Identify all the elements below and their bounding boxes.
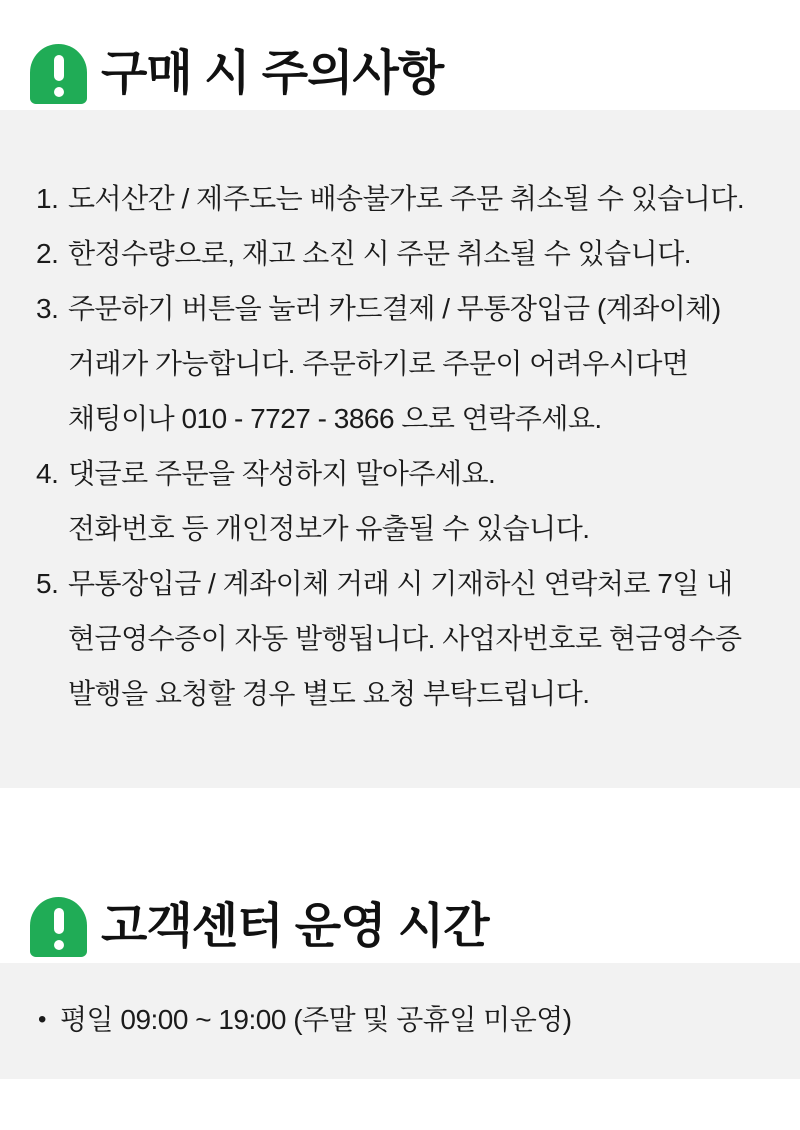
hours-item	[38, 992, 770, 1047]
bullet-dot-icon: •	[38, 1006, 46, 1033]
notice-item-2	[36, 226, 770, 281]
customer-center-title: 고객센터 운영 시간	[101, 900, 489, 953]
purchase-notice-panel	[0, 110, 800, 788]
exclamation-dot	[54, 940, 64, 950]
notice-item-text: 한정수량으로, 재고 소진 시 주문 취소될 수 있습니다.	[68, 238, 692, 269]
exclamation-alert-icon	[30, 897, 87, 957]
exclamation-bar	[54, 908, 64, 934]
notice-item-number: 2.	[36, 238, 59, 269]
purchase-notice-header	[30, 44, 443, 104]
notice-item-text: 무통장입금 / 계좌이체 거래 시 기재하신 연락처로 7일 내 현금영수증이 자동 발행됩니다. 사업자번호로 현금영수증 발행을 요청할 경우 별도 요청 부탁드립니다.	[68, 568, 742, 709]
notice-item-1	[36, 171, 770, 226]
notice-item-number: 3.	[36, 293, 59, 324]
notice-item-3	[36, 281, 770, 446]
exclamation-bar	[54, 55, 64, 81]
customer-center-hours-list	[0, 963, 800, 1047]
customer-center-panel	[0, 963, 800, 1079]
notice-item-text: 도서산간 / 제주도는 배송불가로 주문 취소될 수 있습니다.	[68, 183, 745, 214]
notice-item-text: 주문하기 버튼을 눌러 카드결제 / 무통장입금 (계좌이체) 거래가 가능합니다. 주문하기로 주문이 어려우시다면 채팅이나 010 - 7727 - 3866 으로 연락주세요.	[68, 293, 721, 434]
purchase-notice-list	[0, 110, 800, 721]
notice-item-number: 5.	[36, 568, 59, 599]
exclamation-dot	[54, 87, 64, 97]
notice-item-4	[36, 446, 770, 556]
purchase-notice-title: 구매 시 주의사항	[101, 47, 444, 100]
notice-item-text: 댓글로 주문을 작성하지 말아주세요. 전화번호 등 개인정보가 유출될 수 있습니다.	[68, 458, 590, 544]
notice-item-number: 4.	[36, 458, 59, 489]
exclamation-alert-icon	[30, 44, 87, 104]
customer-center-header	[30, 897, 489, 957]
hours-text: 평일 09:00 ~ 19:00 (주말 및 공휴일 미운영)	[60, 1004, 572, 1035]
notice-item-number: 1.	[36, 183, 59, 214]
notice-item-5	[36, 556, 770, 721]
